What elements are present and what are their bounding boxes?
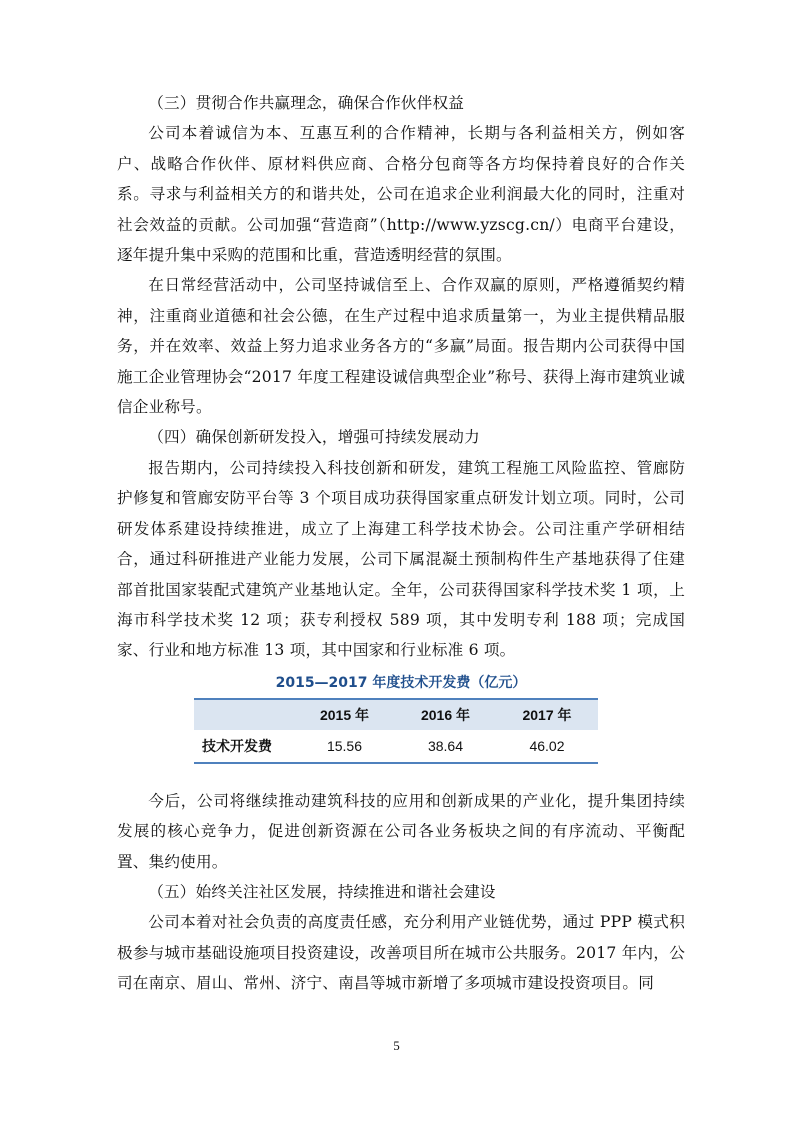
table-title: 2015—2017 年度技术开发费（亿元） xyxy=(275,674,527,691)
section-heading-3: （三）贯彻合作共赢理念，确保合作伙伴权益 xyxy=(148,94,465,112)
rd-expense-table xyxy=(194,698,598,764)
section-heading-5: （五）始终关注社区发展，持续推进和谐社会建设 xyxy=(148,882,496,901)
table-cell: 46.02 xyxy=(529,737,565,754)
section-heading-4: （四）确保创新研发投入，增强可持续发展动力 xyxy=(148,428,480,447)
paragraph: 在日常经营活动中，公司坚持诚信至上、合作双赢的原则，严格遵循契约精神，注重商业道德和社会公德，在生产过程中追求质量第一，为业主提供精品服务，并在效率、效益上努力追求业务各方的“多赢”局面。报告期内公司获得中国施工企业管理协会“2017 年度工程建设诚信典型企业”称号、获得上海市建筑业诚信企业称号。 xyxy=(117,276,685,417)
paragraph: 公司本着对社会负责的高度责任感，充分利用产业链优势，通过 PPP 模式积极参与城市基础设施项目投资建设，改善项目所在城市公共服务。2017 年内，公司在南京、眉山、常州、济宁、南昌等城市新增了多项城市建设投资项目。同 xyxy=(117,913,685,993)
table-row-label: 技术开发费 xyxy=(202,738,272,755)
page-number: 5 xyxy=(393,1038,400,1053)
paragraph: 报告期内，公司持续投入科技创新和研发，建筑工程施工风险监控、管廊防护修复和管廊安防平台等 3 个项目成功获得国家重点研发计划立项。同时，公司研发体系建设持续推进，成立了上海建工科学技术协会。公司注重产学研相结合，通过科研推进产业能力发展，公司下属混凝土预制构件生产基地获得了住建部首批国家装配式建筑产业基地认定。全年，公司获得国家科学技术奖 1 项，上海市科学技术奖 12 项；获专利授权 589 项，其中发明专利 188 项；完成国家、行业和地方标准 13 项，其中国家和行业标准 6 项。 xyxy=(117,458,685,660)
table-cell: 15.56 xyxy=(326,737,363,754)
table-row xyxy=(194,730,598,763)
table-cell: 38.64 xyxy=(427,737,464,754)
paragraph: 今后，公司将继续推动建筑科技的应用和创新成果的产业化，提升集团持续发展的核心竞争力，促进创新资源在公司各业务板块之间的有序流动、平衡配置、集约使用。 xyxy=(117,791,685,871)
table-header-cell: 2016 年 xyxy=(420,706,471,723)
table-header-cell: 2015 年 xyxy=(319,706,370,723)
table-header-cell: 2017 年 xyxy=(522,706,572,723)
table-header-cell xyxy=(194,699,294,730)
spacer xyxy=(117,764,685,786)
document-page xyxy=(117,88,685,999)
paragraph: 公司本着诚信为本、互惠互利的合作精神，长期与各利益相关方，例如客户、战略合作伙伴、原材料供应商、合格分包商等各方均保持着良好的合作关系。寻求与利益相关方的和谐共处，公司在追求企业利润最大化的同时，注重对社会效益的贡献。公司加强“营造商”（http://www.yzscg.cn/）电商平台建设，逐年提升集中采购的范围和比重，营造透明经营的氛围。 xyxy=(117,124,685,265)
table-header-row xyxy=(194,699,598,730)
